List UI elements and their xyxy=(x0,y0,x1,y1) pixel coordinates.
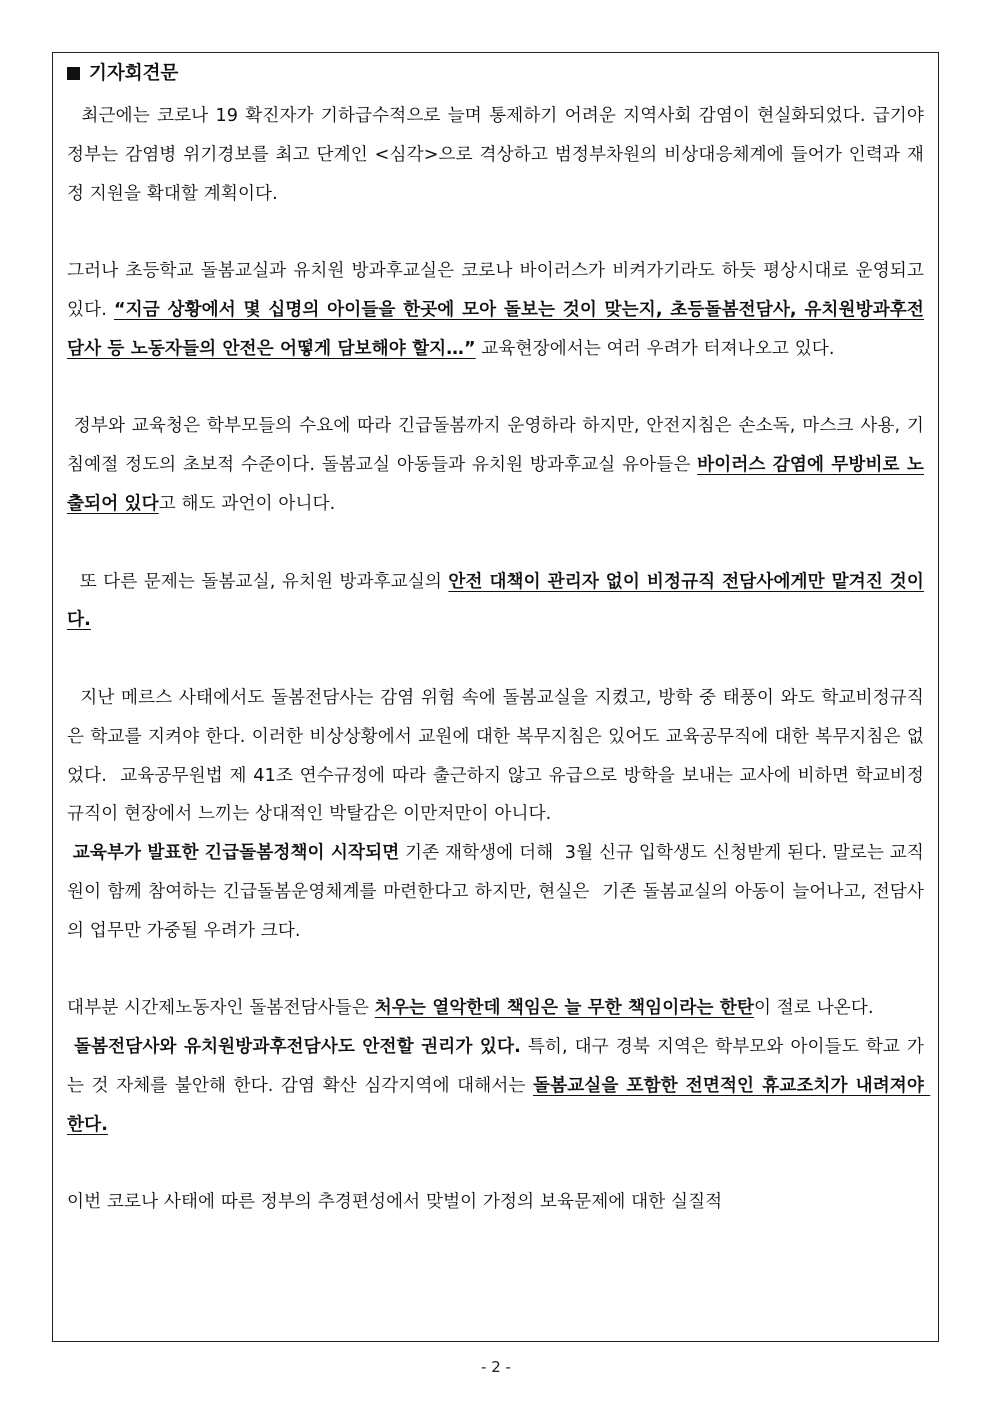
paragraph xyxy=(67,97,930,213)
paragraph-spacer xyxy=(67,951,924,990)
square-bullet-icon xyxy=(67,67,80,80)
paragraph-text xyxy=(67,1037,74,1057)
emphasized-text: “지금 상황에서 몇 십명의 아이들을 한곳에 모아 돌보는 것이 맞는지, 초등돌봄전담사, 유치원방과후전담사 등 노동자들의 안전은 어떻게 담보해야 할지…” xyxy=(67,299,924,359)
paragraph xyxy=(67,1183,924,1222)
paragraph-text: 대부분 시간제노동자인 돌봄전담사들은 xyxy=(67,998,375,1019)
section-heading-text: 기자회견문 xyxy=(89,63,179,84)
page-number: - 2 - xyxy=(481,1358,511,1376)
section-heading xyxy=(67,61,924,87)
paragraph-spacer xyxy=(67,640,924,679)
emphasized-text: 돌봄교실을 포함한 전면적인 휴교조치가 내려져야 한다. xyxy=(67,1075,931,1135)
paragraph-spacer xyxy=(67,213,924,252)
paragraph-text: 이 절로 나온다. xyxy=(753,998,874,1019)
emphasized-text: 교육부가 발표한 긴급돌봄정책이 시작되면 xyxy=(72,843,400,864)
paragraph-text: 정부와 교육청은 학부모들의 수요에 따라 긴급돌봄까지 운영하라 하지만, 안전지침은 손소독, 마스크 사용, 기침예절 정도의 초보적 수준이다. 돌봄교실 아동들과 유치원 방과후교실 유아들은 xyxy=(67,416,924,476)
paragraph xyxy=(67,563,924,641)
paragraph-text: 기존 재학생에 더해 3월 신규 입학생도 신청받게 된다. 말로는 교직원이 함께 참여하는 긴급돌봄운영체계를 마련한다고 하지만, 현실은 기존 돌봄교실의 아동이 늘어나고, 전담사의 업무만 가중될 우려가 크다. xyxy=(67,843,925,941)
paragraph xyxy=(67,679,924,834)
paragraph xyxy=(67,1028,931,1144)
paragraph-text: 이번 코로나 사태에 따른 정부의 추경편성에서 맞벌이 가정의 보육문제에 대한 실질적 xyxy=(67,1192,723,1213)
paragraph-text: 고 해도 과언이 아니다. xyxy=(158,493,336,514)
paragraph-spacer xyxy=(67,369,924,408)
emphasized-text: 안전 대책이 관리자 없이 비정규직 전담사에게만 맡겨진 것이다. xyxy=(67,571,924,631)
paragraph-text: 최근에는 코로나 19 확진자가 기하급수적으로 늘며 통제하기 어려운 지역사회 감염이 현실화되었다. 급기야 정부는 감염병 위기경보를 최고 단계인 <심각>으로 격상하고 범정부차원의 비상대응체계에 들어가 인력과 재정 지원을 확대할 계획이다. xyxy=(67,106,930,204)
paragraph xyxy=(67,834,924,950)
emphasized-text: 돌봄전담사와 유치원방과후전담사도 안전할 권리가 있다. xyxy=(73,1037,521,1058)
body-paragraphs xyxy=(67,97,931,1222)
paragraph-spacer xyxy=(67,1145,924,1184)
paragraph xyxy=(67,252,930,368)
paragraph-spacer xyxy=(67,524,924,563)
paragraph-text: 특히, 대구 경북 지역은 학부모와 아이들도 학교 가는 것 자체를 불안해 한다. 감염 확산 심각지역에 대해서는 xyxy=(67,1037,924,1096)
paragraph xyxy=(67,407,924,523)
emphasized-text: 처우는 열악한데 책임은 늘 무한 책임이라는 한탄 xyxy=(374,998,754,1019)
document-frame xyxy=(52,52,939,1342)
document-content xyxy=(53,53,938,1222)
paragraph xyxy=(67,989,924,1028)
paragraph-text: 또 다른 문제는 돌봄교실, 유치원 방과후교실의 xyxy=(67,571,449,592)
paragraph-text: 그러나 초등학교 돌봄교실과 유치원 방과후교실은 코로나 바이러스가 비켜가기라도 하듯 평상시대로 운영되고 있다. xyxy=(67,261,930,320)
paragraph-text: 지난 메르스 사태에서도 돌봄전담사는 감염 위험 속에 돌봄교실을 지켰고, 방학 중 태풍이 와도 학교비정규직은 학교를 지켜야 한다. 이러한 비상상황에서 교원에 대한 복무지침은 있어도 교육공무직에 대한 복무지침은 없었다. 교육공무원법 제 41조 연수규정에 따라 출근하지 않고 유급으로 방학을 보내는 교사에 비하면 학교비정규직이 현장에서 느끼는 상대적인 박탈감은 이만저만이 아니다. xyxy=(67,687,925,825)
paragraph-text: 교육현장에서는 여러 우려가 터져나오고 있다. xyxy=(475,338,835,359)
emphasized-text: 바이러스 감염에 무방비로 노출되어 있다 xyxy=(67,455,924,514)
